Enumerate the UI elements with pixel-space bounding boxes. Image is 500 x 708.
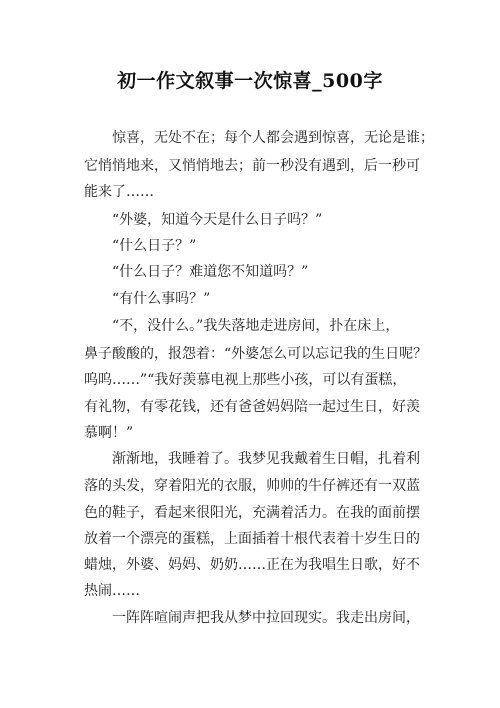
text-line: 能来了…… <box>84 184 154 200</box>
text-line: “有什么事吗？” <box>112 291 211 307</box>
text-line: 惊喜，无处不在；每个人都会遇到惊喜，无论是谁； <box>112 130 434 146</box>
text-line: 渐渐地，我睡着了。我梦见我戴着生日帽，扎着利 <box>112 451 420 467</box>
text-line: 它悄悄地来，又悄悄地去；前一秒没有遇到，后一秒可 <box>84 158 420 174</box>
text-line: “外婆，知道今天是什么日子吗？” <box>112 212 323 228</box>
text-line: “什么日子？” <box>112 238 197 254</box>
text-line: 色的鞋子，看起来很阳光，充满着活力。在我的面前摆 <box>84 505 420 521</box>
text-line: 蜡烛，外婆、妈妈、奶奶……正在为我唱生日歌，好不 <box>84 557 420 573</box>
text-line: 热闹…… <box>84 583 140 599</box>
text-line: 放着一个漂亮的蛋糕，上面插着十根代表着十岁生日的 <box>84 531 420 547</box>
text-line: “不，没什么。”我失落地走进房间，扑在床上， <box>112 318 400 334</box>
text-line: 呜呜……”“我好羡慕电视上那些小孩，可以有蛋糕， <box>84 372 407 388</box>
page-title: 初一作文叙事一次惊喜_500字 <box>117 70 383 92</box>
text-line: “什么日子？难道您不知道吗？” <box>112 264 309 280</box>
text-line: 鼻子酸酸的，报怨着：“外婆怎么可以忘记我的生日呢？ <box>84 346 428 362</box>
text-line: 一阵阵喧闹声把我从梦中拉回现实。我走出房间， <box>112 610 420 626</box>
text-line: 有礼物，有零花钱，还有爸爸妈妈陪一起过生日，好羡 <box>84 399 420 415</box>
text-line: 慕啊！” <box>84 425 134 441</box>
text-line: 落的头发，穿着阳光的衣服，帅帅的牛仔裤还有一双蓝 <box>84 478 420 494</box>
